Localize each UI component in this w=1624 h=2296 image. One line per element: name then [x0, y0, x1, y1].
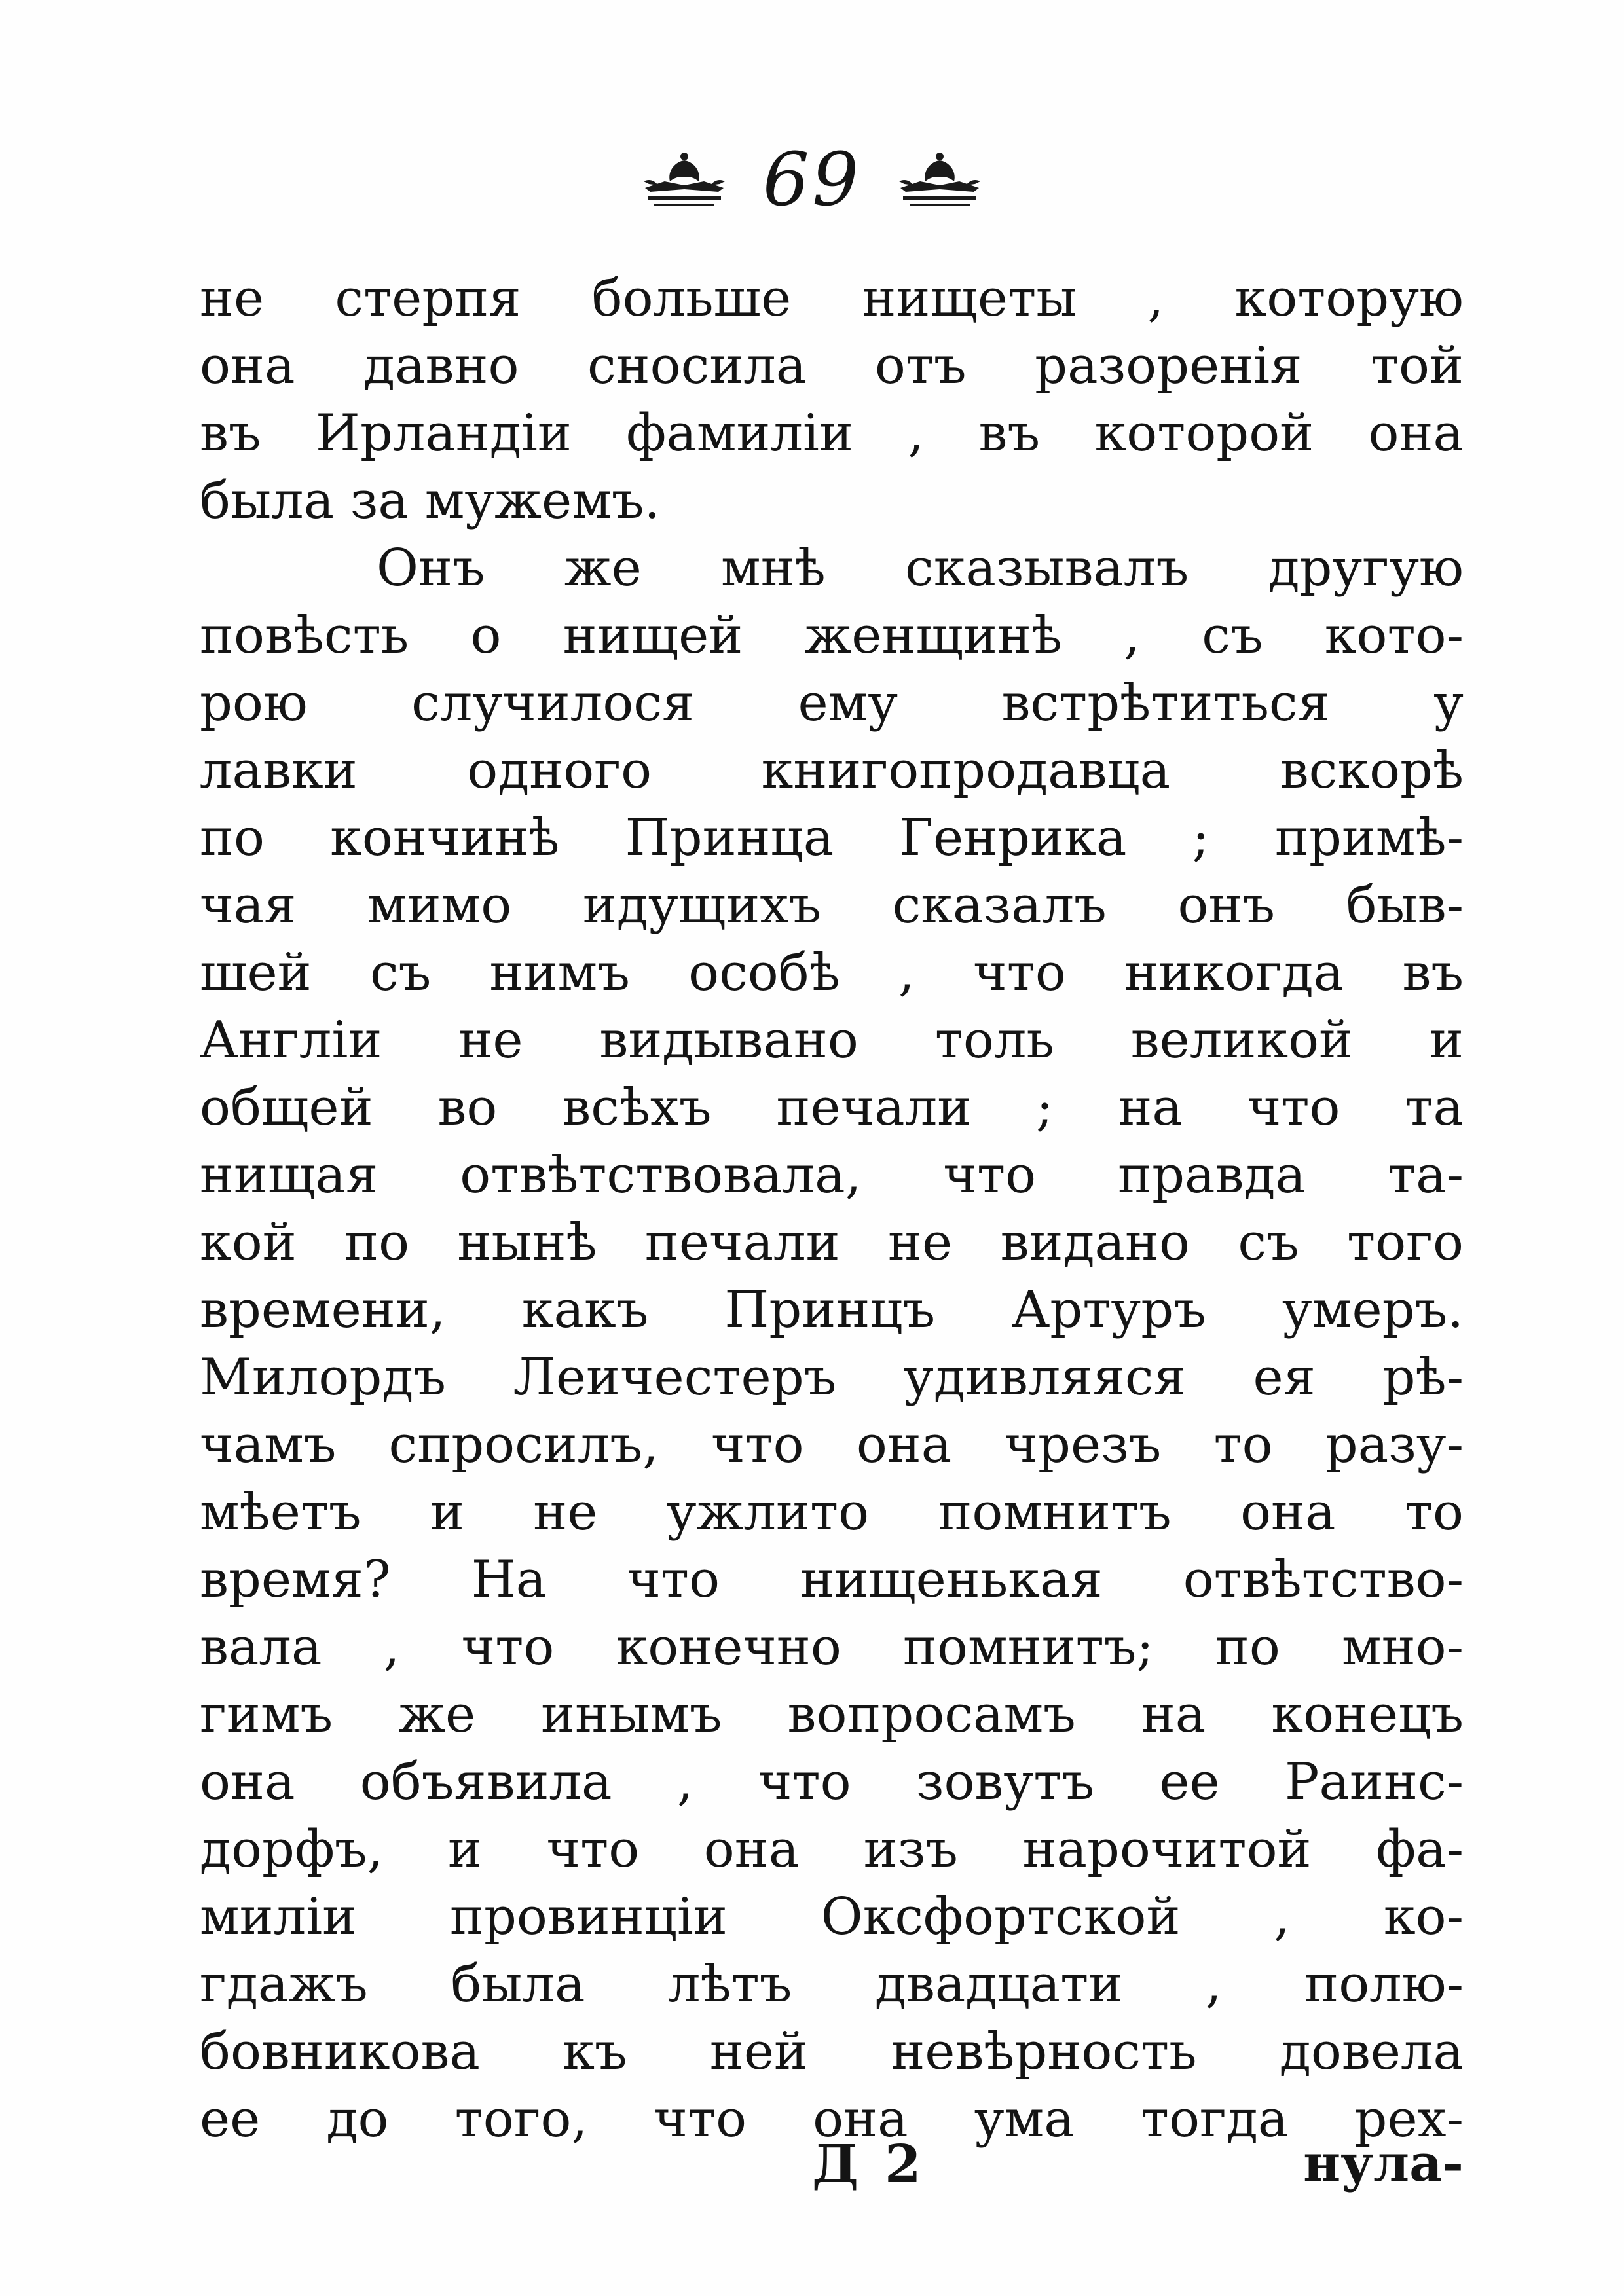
text-line: дорфъ, и что она изъ нарочитой фа-: [200, 1820, 1464, 1879]
text-line: Онъ же мнѣ сказывалъ другую: [377, 539, 1464, 598]
text-line: нищая отвѣтствовала, что правда та-: [200, 1146, 1464, 1205]
text-line: гимъ же инымъ вопросамъ на конецъ: [200, 1685, 1464, 1744]
text-line: рою случилося ему встрѣтиться у: [200, 674, 1464, 733]
text-line: мѣетъ и не ужлито помнитъ она то: [200, 1483, 1464, 1542]
text-line: по кончинѣ Принца Генрика ; примѣ-: [200, 809, 1464, 867]
text-line: миліи провинціи Оксфортской , ко-: [200, 1887, 1464, 1946]
text-line: Англіи не видывано толь великой и: [200, 1011, 1464, 1070]
text-line: въ Ирландіи фамиліи , въ которой она: [200, 404, 1464, 463]
text-line: не стерпя больше нищеты , которую: [200, 269, 1464, 328]
text-line: была за мужемъ.: [200, 471, 661, 530]
crown-ornament-icon: [894, 147, 986, 213]
text-line: вала , что конечно помнитъ; по мно-: [200, 1618, 1464, 1677]
text-line: она объявила , что зовутъ ее Раинс-: [200, 1753, 1464, 1812]
text-line: общей во всѣхъ печали ; на что та: [200, 1078, 1464, 1137]
text-line: чамъ спросилъ, что она чрезъ то разу-: [200, 1415, 1464, 1474]
text-line: она давно сносила отъ разоренія той: [200, 337, 1464, 395]
text-line: времени, какъ Принцъ Артуръ умеръ.: [200, 1281, 1464, 1339]
page-number: 69: [762, 137, 862, 223]
text-line: кой по нынѣ печали не видано съ того: [200, 1213, 1464, 1272]
text-line: бовникова къ ней невѣрность довела: [200, 2022, 1464, 2081]
signature-mark: Д 2: [812, 2133, 925, 2195]
text-line: шей съ нимъ особѣ , что никогда въ: [200, 943, 1464, 1002]
text-line: ее до того, что она ума тогда рех-: [200, 2090, 1464, 2149]
crown-ornament-icon: [638, 147, 730, 213]
catchword: нула-: [1303, 2134, 1464, 2193]
text-line: чая мимо идущихъ сказалъ онъ быв-: [200, 876, 1464, 935]
paragraph: [200, 535, 1464, 2153]
paragraph: [200, 265, 1464, 535]
text-line: время? На что нищенькая отвѣтство-: [200, 1550, 1464, 1609]
text-line: лавки одного книгопродавца вскорѣ: [200, 741, 1464, 800]
text-line: гдажъ была лѣтъ двадцати , полю-: [200, 1955, 1464, 2014]
text-line: Милордъ Леичестеръ удивляяся ея рѣ-: [200, 1348, 1464, 1407]
text-line: повѣсть о нищей женщинѣ , съ кото-: [200, 606, 1464, 665]
body-text: [200, 265, 1464, 2153]
page-header: [0, 131, 1624, 229]
page-footer: [0, 2128, 1624, 2200]
